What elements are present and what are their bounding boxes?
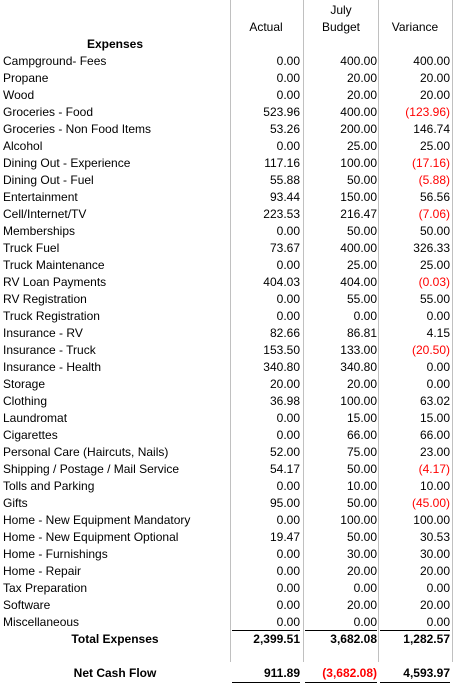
- actual-cell[interactable]: 0.00: [276, 224, 300, 238]
- variance-cell[interactable]: (17.16): [411, 156, 450, 170]
- budget-header: Budget: [321, 20, 361, 34]
- variance-cell[interactable]: 66.00: [419, 428, 450, 442]
- actual-cell[interactable]: 53.26: [269, 122, 300, 136]
- actual-cell[interactable]: 54.17: [269, 462, 300, 476]
- actual-cell[interactable]: 93.44: [269, 190, 300, 204]
- variance-cell[interactable]: (20.50): [411, 343, 450, 357]
- budget-cell[interactable]: 133.00: [340, 343, 377, 357]
- row-label: RV Registration: [3, 292, 87, 306]
- column-divider: [303, 0, 304, 662]
- row-label: Personal Care (Haircuts, Nails): [3, 445, 169, 459]
- budget-cell[interactable]: 55.00: [346, 292, 377, 306]
- budget-cell[interactable]: 20.00: [346, 71, 377, 85]
- variance-cell[interactable]: (45.00): [411, 496, 450, 510]
- row-label: Insurance - RV: [3, 326, 83, 340]
- budget-cell[interactable]: 50.00: [346, 173, 377, 187]
- budget-cell[interactable]: 0.00: [353, 309, 377, 323]
- row-label: Home - Furnishings: [3, 547, 108, 561]
- total-budget[interactable]: 3,682.08: [330, 632, 377, 646]
- column-divider: [230, 0, 231, 662]
- variance-cell[interactable]: 56.56: [419, 190, 450, 204]
- budget-cell[interactable]: 30.00: [346, 547, 377, 561]
- actual-cell[interactable]: 0.00: [276, 479, 300, 493]
- row-label: Truck Fuel: [3, 241, 60, 255]
- actual-cell[interactable]: 0.00: [276, 411, 300, 425]
- budget-cell[interactable]: 66.00: [346, 428, 377, 442]
- variance-cell[interactable]: 20.00: [419, 564, 450, 578]
- variance-cell[interactable]: (0.03): [418, 275, 450, 289]
- actual-cell[interactable]: 55.88: [269, 173, 300, 187]
- actual-cell[interactable]: 0.00: [276, 88, 300, 102]
- net-label: Net Cash Flow: [73, 666, 157, 680]
- variance-cell[interactable]: 4.15: [426, 326, 450, 340]
- variance-cell[interactable]: 0.00: [426, 581, 450, 595]
- row-label: Storage: [3, 377, 46, 391]
- actual-cell[interactable]: 0.00: [276, 564, 300, 578]
- actual-cell[interactable]: 73.67: [269, 241, 300, 255]
- budget-cell[interactable]: 150.00: [340, 190, 377, 204]
- row-label: Campground- Fees: [3, 54, 107, 68]
- actual-cell[interactable]: 523.96: [263, 105, 300, 119]
- budget-cell[interactable]: 400.00: [340, 241, 377, 255]
- budget-cell[interactable]: 25.00: [346, 258, 377, 272]
- actual-cell[interactable]: 0.00: [276, 598, 300, 612]
- actual-header: Actual: [249, 20, 283, 34]
- actual-cell[interactable]: 223.53: [263, 207, 300, 221]
- row-label: Insurance - Truck: [3, 343, 96, 357]
- budget-cell[interactable]: 100.00: [340, 156, 377, 170]
- variance-cell[interactable]: 0.00: [426, 615, 450, 629]
- budget-cell[interactable]: 400.00: [340, 54, 377, 68]
- section-heading: Expenses: [86, 37, 144, 51]
- budget-cell[interactable]: 15.00: [346, 411, 377, 425]
- row-label: Dining Out - Fuel: [3, 173, 94, 187]
- total-actual[interactable]: 2,399.51: [253, 632, 300, 646]
- variance-cell[interactable]: (7.06): [418, 207, 450, 221]
- variance-cell[interactable]: 0.00: [426, 309, 450, 323]
- row-label: Groceries - Non Food Items: [3, 122, 152, 136]
- row-label: Dining Out - Experience: [3, 156, 131, 170]
- actual-cell[interactable]: 0.00: [276, 547, 300, 561]
- net-actual[interactable]: 911.89: [263, 666, 300, 680]
- variance-cell[interactable]: 20.00: [419, 71, 450, 85]
- variance-cell[interactable]: 20.00: [419, 88, 450, 102]
- month-header: July: [330, 3, 352, 17]
- row-label: Entertainment: [3, 190, 78, 204]
- variance-cell[interactable]: 63.02: [419, 394, 450, 408]
- row-label: Cigarettes: [3, 428, 58, 442]
- row-label: Tolls and Parking: [3, 479, 95, 493]
- variance-cell[interactable]: (123.96): [405, 105, 450, 119]
- row-label: Tax Preparation: [3, 581, 88, 595]
- row-label: Gifts: [3, 496, 28, 510]
- budget-cell[interactable]: 216.47: [340, 207, 377, 221]
- budget-cell[interactable]: 400.00: [340, 105, 377, 119]
- budget-cell[interactable]: 20.00: [346, 377, 377, 391]
- row-label: Truck Registration: [3, 309, 100, 323]
- budget-cell[interactable]: 10.00: [346, 479, 377, 493]
- budget-cell[interactable]: 20.00: [346, 88, 377, 102]
- actual-cell[interactable]: 340.80: [263, 360, 300, 374]
- row-label: Truck Maintenance: [3, 258, 105, 272]
- budget-cell[interactable]: 100.00: [340, 394, 377, 408]
- total-variance[interactable]: 1,282.57: [403, 632, 450, 646]
- budget-cell[interactable]: 100.00: [340, 513, 377, 527]
- actual-cell[interactable]: 20.00: [269, 377, 300, 391]
- row-label: Alcohol: [3, 139, 43, 153]
- row-label: RV Loan Payments: [3, 275, 107, 289]
- row-label: Home - New Equipment Mandatory: [3, 513, 191, 527]
- actual-cell[interactable]: 82.66: [269, 326, 300, 340]
- budget-cell[interactable]: 25.00: [346, 139, 377, 153]
- budget-cell[interactable]: 0.00: [353, 615, 377, 629]
- actual-cell[interactable]: 117.16: [264, 156, 300, 170]
- actual-cell[interactable]: 153.50: [263, 343, 300, 357]
- actual-cell[interactable]: 0.00: [276, 71, 300, 85]
- actual-cell[interactable]: 0.00: [276, 258, 300, 272]
- row-label: Home - Repair: [3, 564, 82, 578]
- row-label: Shipping / Postage / Mail Service: [3, 462, 180, 476]
- variance-cell[interactable]: 10.00: [419, 479, 450, 493]
- variance-cell[interactable]: 20.00: [419, 598, 450, 612]
- variance-cell[interactable]: 23.00: [419, 445, 450, 459]
- variance-cell[interactable]: 15.00: [419, 411, 450, 425]
- budget-cell[interactable]: 50.00: [346, 224, 377, 238]
- variance-cell[interactable]: 146.74: [413, 122, 450, 136]
- actual-cell[interactable]: 0.00: [276, 615, 300, 629]
- column-divider: [378, 0, 379, 662]
- budget-cell[interactable]: 50.00: [346, 530, 377, 544]
- row-label: Home - New Equipment Optional: [3, 530, 179, 544]
- budget-cell[interactable]: 20.00: [346, 598, 377, 612]
- actual-cell[interactable]: 0.00: [276, 513, 300, 527]
- budget-cell[interactable]: 75.00: [346, 445, 377, 459]
- variance-cell[interactable]: 25.00: [419, 139, 450, 153]
- actual-cell[interactable]: 52.00: [269, 445, 300, 459]
- actual-cell[interactable]: 0.00: [276, 139, 300, 153]
- budget-cell[interactable]: 50.00: [346, 496, 377, 510]
- actual-cell[interactable]: 36.98: [269, 394, 300, 408]
- variance-cell[interactable]: 50.00: [419, 224, 450, 238]
- variance-cell[interactable]: 400.00: [413, 54, 450, 68]
- variance-cell[interactable]: 326.33: [413, 241, 450, 255]
- actual-cell[interactable]: 0.00: [276, 292, 300, 306]
- row-label: Groceries - Food: [3, 105, 94, 119]
- variance-cell[interactable]: (5.88): [418, 173, 450, 187]
- actual-cell[interactable]: 0.00: [276, 428, 300, 442]
- actual-cell[interactable]: 0.00: [276, 581, 300, 595]
- variance-cell[interactable]: 100.00: [413, 513, 450, 527]
- row-label: Miscellaneous: [3, 615, 80, 629]
- actual-cell[interactable]: 0.00: [276, 309, 300, 323]
- variance-header: Variance: [391, 20, 439, 34]
- variance-cell[interactable]: 0.00: [426, 360, 450, 374]
- budget-cell[interactable]: 20.00: [346, 564, 377, 578]
- variance-cell[interactable]: 55.00: [419, 292, 450, 306]
- row-label: Clothing: [3, 394, 48, 408]
- variance-cell[interactable]: 0.00: [426, 377, 450, 391]
- row-label: Cell/Internet/TV: [3, 207, 87, 221]
- actual-cell[interactable]: 19.47: [269, 530, 300, 544]
- budget-cell[interactable]: 86.81: [346, 326, 377, 340]
- variance-cell[interactable]: (4.17): [418, 462, 450, 476]
- row-label: Software: [3, 598, 51, 612]
- row-label: Wood: [3, 88, 35, 102]
- total-label: Total Expenses: [71, 632, 159, 646]
- actual-cell[interactable]: 95.00: [269, 496, 300, 510]
- variance-cell[interactable]: 30.00: [419, 547, 450, 561]
- net-variance[interactable]: 4,593.97: [403, 666, 450, 680]
- net-budget[interactable]: (3,682.08): [322, 666, 377, 680]
- variance-cell[interactable]: 25.00: [419, 258, 450, 272]
- row-label: Propane: [3, 71, 49, 85]
- budget-cell[interactable]: 50.00: [346, 462, 377, 476]
- actual-cell[interactable]: 0.00: [276, 54, 300, 68]
- row-label: Insurance - Health: [3, 360, 102, 374]
- actual-cell[interactable]: 404.03: [263, 275, 300, 289]
- budget-cell[interactable]: 200.00: [340, 122, 377, 136]
- row-label: Memberships: [3, 224, 76, 238]
- budget-cell[interactable]: 340.80: [340, 360, 377, 374]
- row-label: Laundromat: [3, 411, 68, 425]
- budget-cell[interactable]: 0.00: [353, 581, 377, 595]
- budget-cell[interactable]: 404.00: [340, 275, 377, 289]
- variance-cell[interactable]: 30.53: [419, 530, 450, 544]
